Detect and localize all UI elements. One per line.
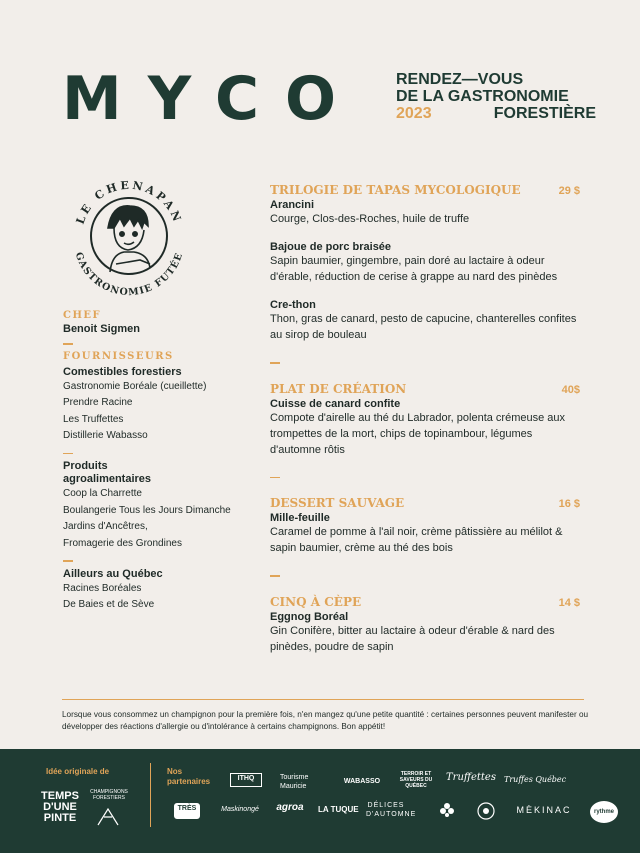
tagline (396, 71, 596, 122)
chef-label: CHEF (63, 310, 102, 321)
logo-mekinac: MÈKINAC (516, 805, 572, 815)
dish-name: Cuisse de canard confite (270, 397, 401, 410)
suppliers-label: FOURNISSEURS (63, 350, 174, 362)
dish-name: Arancini (270, 199, 315, 211)
supplier-item: Prendre Racine (63, 397, 133, 408)
category-price: 40$ (561, 383, 580, 396)
logo-rythme-badge (590, 801, 618, 823)
logo-tourisme-mauricie: Tourisme Mauricie (280, 774, 309, 790)
mushroom-icon (96, 807, 120, 827)
category-title: PLAT DE CRÉATION (270, 381, 407, 396)
logo-tres: TRÈS (174, 803, 200, 819)
divider-dash (63, 453, 73, 455)
category-price: 29 $ (558, 185, 580, 197)
flower-icon (438, 801, 456, 819)
category-title: DESSERT SAUVAGE (270, 496, 405, 510)
dish (270, 299, 582, 343)
dish-description: Gin Conifère, bitter au lactaire à odeur d'érable & nard des pinèdes, poudre de sapin (270, 624, 555, 653)
divider-dash (63, 343, 73, 345)
category-header (270, 382, 582, 396)
chenapan-logo (64, 168, 194, 298)
footer (0, 749, 640, 853)
category-title: CINQ À CÈPE (270, 594, 362, 609)
logo-maskinonge: Maskinongé (221, 806, 259, 813)
tagline-line2: DE LA GASTRONOMIE (396, 88, 569, 105)
category-title: TRILOGIE DE TAPAS MYCOLOGIQUE (270, 183, 521, 197)
logo-top-textpath: LE CHENAPAN (73, 178, 185, 226)
dish-name: Bajoue de porc braisée (270, 241, 392, 253)
category-price: 14 $ (558, 596, 580, 609)
supplier-item: Fromagerie des Grondines (63, 537, 182, 549)
supplier-item: Distillerie Wabasso (63, 430, 148, 441)
logo-terroir-saveurs: TERROIR ET SAVEURS DU QUÉBEC (399, 771, 433, 789)
header (62, 64, 602, 134)
dish-description: Sapin baumier, gingembre, pain doré au lactaire à odeur d'érable, réduction de cerise à grappe au nard des pinèdes (270, 255, 558, 283)
divider-dash (270, 362, 280, 364)
dish (270, 241, 582, 285)
logo-bottom-textpath: GASTRONOMIE FUTÉE (72, 250, 186, 298)
dish (270, 398, 582, 458)
supplier-item: Jardins d'Ancêtres, (63, 521, 148, 532)
divider-dash (270, 477, 280, 479)
tagline-line1: RENDEZ—VOUS (396, 71, 524, 88)
divider-dash (63, 560, 73, 562)
chenapan-logo-graphic (64, 168, 194, 298)
tagline-word: FORESTIÈRE (493, 105, 596, 122)
dish-description: Thon, gras de canard, pesto de capucine, chanterelles confites au sirop de bouleau (270, 313, 577, 341)
dish-description: Courge, Clos-des-Roches, huile de truffe (270, 213, 470, 225)
tagline-year: 2023 (396, 105, 432, 122)
supplier-item: Les Truffettes (63, 413, 124, 425)
logo-rythme: rythme (593, 809, 614, 815)
dish (270, 611, 582, 655)
tagline-line3 (396, 105, 596, 122)
idea-label: Idée originale de (46, 767, 110, 776)
supplier-group-title: Ailleurs au Québec (63, 567, 163, 580)
round-emblem-icon (476, 801, 496, 821)
divider-dash (270, 575, 280, 577)
chef-name: Benoit Sigmen (63, 323, 141, 335)
dish-name: Mille-feuille (270, 512, 330, 524)
logo-champignons-forestiers: CHAMPIGNONS FORESTIERS (90, 789, 128, 801)
logo-agroa: agroa (276, 802, 304, 813)
supplier-item: Racines Boréales (63, 582, 142, 594)
logo-truffettes: Truffettes (446, 772, 496, 783)
logo-delices-automne: DÉLICES D'AUTOMNE (366, 802, 417, 818)
logo-ithq: ITHQ (230, 773, 262, 787)
dish-name: Eggnog Boréal (270, 610, 349, 623)
supplier-item: De Baies et de Sève (63, 599, 155, 610)
supplier-item: Coop la Charrette (63, 488, 142, 499)
menu-section-creation (270, 382, 582, 458)
menu-section-cocktail (270, 595, 582, 655)
category-price: 16 $ (558, 498, 580, 510)
supplier-item: Gastronomie Boréale (cueillette) (63, 380, 207, 392)
dish (270, 512, 582, 556)
chef-character-icon (108, 206, 150, 272)
supplier-group-title: Produits agroalimentaires (63, 460, 152, 485)
category-header (270, 595, 582, 609)
menu (270, 183, 582, 655)
dish-name: Cre-thon (270, 299, 316, 311)
logo-wabasso: WABASSO (343, 778, 381, 785)
supplier-item: Boulangerie Tous les Jours Dimanche (63, 504, 231, 516)
left-column (63, 310, 253, 614)
partners-label: Nos partenaires (167, 767, 211, 786)
menu-section-dessert (270, 496, 582, 556)
brand-title: MYCO (62, 64, 363, 134)
footer-divider (150, 763, 151, 827)
supplier-group-title: Comestibles forestiers (63, 365, 182, 378)
dish-description: Caramel de pomme à l'ail noir, crème pâtissière au mélilot & sapin baumier, crème au thé des bois (270, 526, 563, 554)
allergy-disclaimer: Lorsque vous consommez un champignon pour la première fois, n'en mangez qu'une petite quantité : certaines personnes peuvent manifester ou développer des réactions d'allergie ou d'intolérance à certains champignons. Bon appétit! (62, 710, 589, 731)
horizontal-divider (62, 699, 584, 700)
logo-truffes-quebec: Truffes Québec (504, 775, 567, 784)
logo-temps-pinte: TEMPS D'UNE PINTE (41, 790, 79, 824)
logo-la-tuque: LA TUQUE (318, 805, 359, 814)
category-header (270, 496, 582, 510)
dish (270, 199, 582, 227)
menu-section-tapas (270, 183, 582, 343)
dish-description: Compote d'airelle au thé du Labrador, polenta crémeuse aux trompettes de la mort, chips de topinambour, légumes d'automne rôtis (270, 411, 566, 456)
category-header (270, 183, 582, 197)
